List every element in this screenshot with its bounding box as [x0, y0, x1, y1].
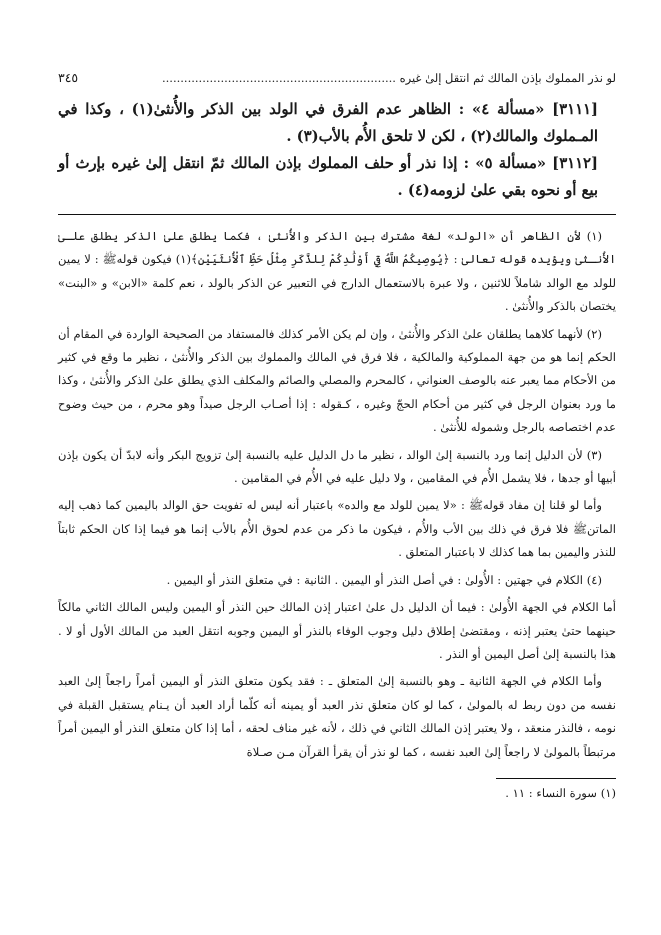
footnote-3-continued: وأما لو قلنا إن مفاد قولهﷺ : «لا يمين للولد مع والده» باعتبار أنه ليس له تفويت حق الوالد باليمين كما ذهب إليه الماتنﷺ فلا فرق في ذلك بين الأب والأُم ، فيكون ما ذكر من عدم لحوق الأُم بالأب إنما هو فيما إذا كان الحكم ثابتاً للنذر واليمين بما هما كذلك لا باعتبار المتعلق . [58, 498, 616, 560]
issues-block [58, 96, 616, 204]
bottom-note-rule [496, 778, 616, 779]
footnote-4: (٤) الكلام في جهتين : الأُولىٰ : في أصل النذر أو اليمين . الثانية : في متعلق النذر أو اليمين . [166, 572, 602, 587]
footnote-4-part-2: وأما الكلام في الجهة الثانية ـ وهو بالنسبة إلىٰ المتعلق ـ : فقد يكون متعلق النذر أو اليمين أمراً راجعاً إلىٰ العبد نفسه من دون ربط له بالمولىٰ ، كما لو كان متعلق نذر العبد أو يمينه أنه كلّما أراد العبد أن يـنام يستقبل القبلة في نومه ، فالنذر منعقد ، ولا يعتبر إذن المالك الثاني في ذلك ، لأنه غير مناف لحقه ، أما إذا كان متعلق النذر أو اليمين أمراً مرتبطاً بالمولىٰ لا راجعاً إلىٰ العبد نفسه ، كما لو نذر أن يقرأ القرآن مـن صـلاة [58, 674, 616, 759]
issue-3111: [٣١١١] «مسألة ٤» : الظاهر عدم الفرق في الولد بين الذكر والأُنثىٰ(١) ، وكذا في المـملوك والمالك(٢) ، لكن لا تلحق الأُم بالأب(٣) . [58, 101, 598, 145]
footnote-3: (٣) لأن الدليل إنما ورد بالنسبة إلىٰ الوالد ، نظير ما دل الدليل عليه بالنسبة إلىٰ تزويج البكر وأنه لابدّ أن يكون بإذن أبيها أو جدها ، فلا يشمل الأُم في المقامين ، ولا دليل عليه في الأُم في المقامين . [58, 447, 616, 486]
page-number: ٣٤٥ [58, 70, 79, 85]
main-rule [58, 214, 616, 215]
issue-3112: [٣١١٢] «مسألة ٥» : إذا نذر أو حلف المملوك بإذن المالك ثمّ انتقل إلىٰ غيره بإرث أو بيع أو نحوه بقي علىٰ لزومه(٤) . [58, 155, 598, 199]
page-header [58, 70, 616, 88]
footnote-4-part-1: أما الكلام في الجهة الأُولىٰ : فيما أن الدليل دل علىٰ اعتبار إذن المالك حين النذر أو اليمين وليس المالك الثاني مالكاً حينهما حتىٰ يعتبر إذنه ، ومقتضىٰ إطلاق دليل وجوب الوفاء بالنذر أو اليمين وجوبه انتقل العبد من المالك الأول أو لا . هذا بالنسبة إلىٰ أصل اليمين أو النذر . [58, 600, 616, 661]
running-title: لو نذر المملوك بإذن المالك ثم انتقل إلىٰ غيره ................................................................ [161, 71, 616, 85]
footnote-1: (١) لأن الظاهر أن «الولد» لغة مشترك بين الذكر والأُنثىٰ ، فكما يطلق علىٰ الذكر يطلق علـىٰ الأُنـثىٰ ويؤيده قوله تعالىٰ : ﴿يُوصِيكُمُ اللَّهُ فِيٓ أَوْلَٰدِكُمْ لِلذَّكَرِ مِثْلُ حَظِّ ٱلْأُنثَيَيْنِ﴾(١) فيكون قولهﷺ : لا يمين للولد مع الوالد شاملاً للاثنين ، ولا عبرة بالاستعمال الدارج في التعبير عن الذكر بالولد ، نعم كلمة «الابن» و «البنت» يختصان بالذكر والأُنثىٰ . [58, 229, 616, 314]
document-page [58, 70, 616, 803]
footnote-2: (٢) لأنهما كلاهما يطلقان علىٰ الذكر والأُنثىٰ ، وإن لم يكن الأمر كذلك فالمستفاد من الصحيحة الواردة في المقام أن الحكم إنما هو من جهة المملوكية والمالكية ، فلا فرق في المالك والمملوك بين الذكر والأُنثىٰ ، نظير ما وقع في كثير من الأحكام مما يعبر عنه بالوصف العنواني ، كالمحرم والمصلي والصائم والمكلف الذي يطلق علىٰ الذكر والأُنثىٰ ، وكذا ما ورد بعنوان الرجل في كثير من أحكام الحجّ وغيره ، كـقوله : إذا أصـاب الرجل صيداً وهو محرم ، من حيث وضوح عدم اختصاصه بالرجل وشموله للأُنثىٰ . [58, 326, 616, 435]
footnotes-block [58, 225, 616, 764]
bottom-note: (١) سورة النساء : ١١ . [505, 785, 616, 800]
